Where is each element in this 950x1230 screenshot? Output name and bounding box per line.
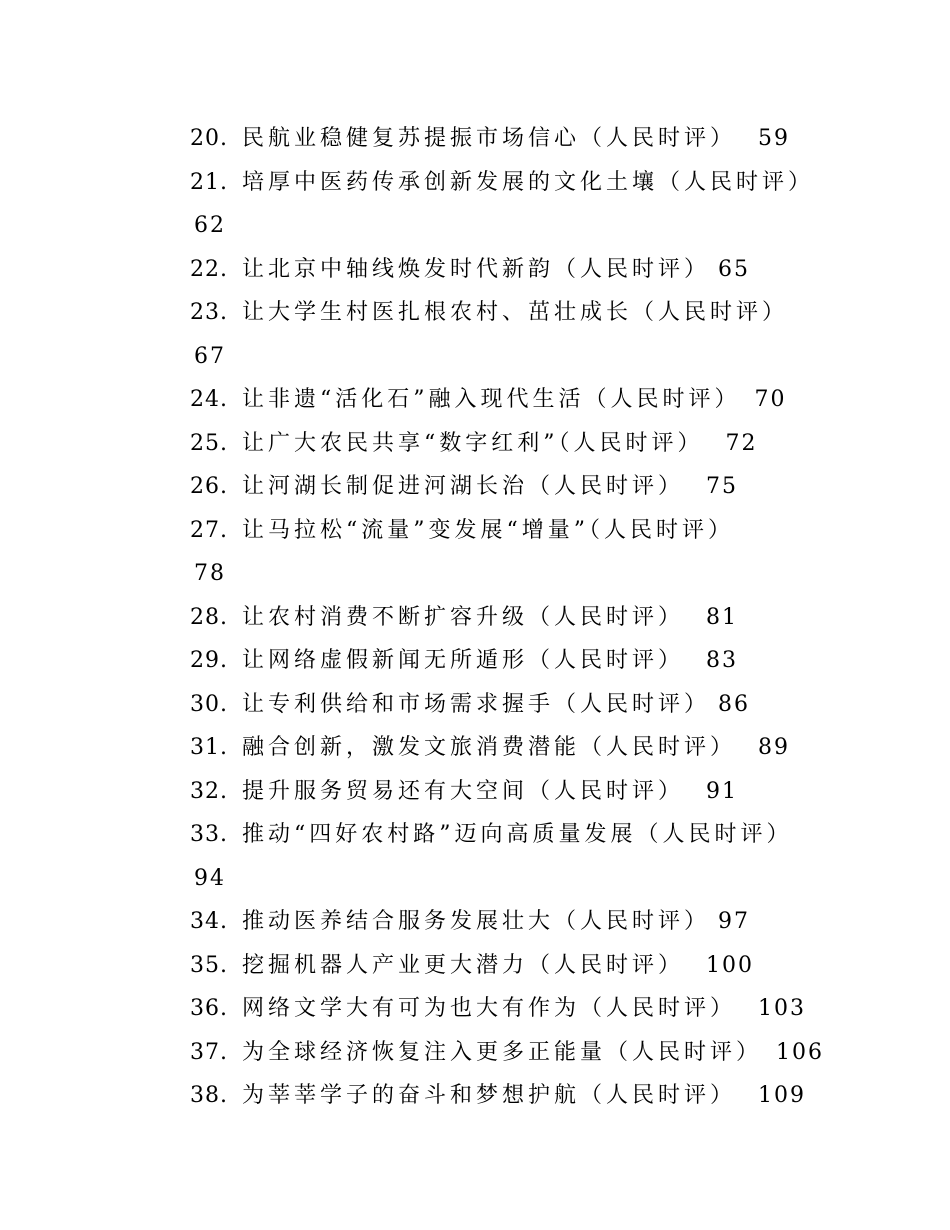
entry-number: 34.: [190, 909, 228, 934]
entry-page: 65: [718, 256, 751, 282]
table-of-contents: [190, 117, 830, 1118]
entry-title: 让马拉松“流量”变发展“增量”（人民时评）: [242, 517, 734, 543]
toc-entry-36[interactable]: [190, 987, 830, 1031]
entry-page: 78: [194, 561, 226, 586]
toc-entry-33[interactable]: [190, 813, 830, 857]
entry-title: 让广大农民共享“数字红利”（人民时评）: [242, 430, 704, 456]
toc-entry-24[interactable]: [190, 378, 830, 422]
toc-entry-33-page: [190, 857, 830, 901]
entry-title: 让北京中轴线焕发时代新韵（人民时评）: [242, 256, 711, 282]
entry-number: 32.: [190, 778, 228, 804]
entry-page: 109: [758, 1083, 807, 1108]
toc-entry-38[interactable]: [190, 1074, 830, 1118]
entry-page: 89: [758, 735, 791, 760]
toc-entry-23[interactable]: [190, 291, 830, 335]
entry-title: 让网络虚假新闻无所遁形（人民时评）: [242, 648, 685, 673]
entry-title: 让河湖长制促进河湖长治（人民时评）: [242, 474, 685, 499]
toc-entry-37[interactable]: [190, 1031, 830, 1075]
entry-title: 挖掘机器人产业更大潜力（人民时评）: [242, 952, 685, 978]
entry-title: 网络文学大有可为也大有作为（人民时评）: [242, 996, 737, 1021]
entry-title: 为莘莘学子的奋斗和梦想护航（人民时评）: [242, 1083, 737, 1108]
entry-number: 21.: [190, 169, 228, 195]
toc-entry-28[interactable]: [190, 596, 830, 640]
toc-entry-20[interactable]: [190, 117, 830, 161]
entry-page: 103: [758, 996, 807, 1021]
entry-number: 38.: [190, 1083, 228, 1108]
toc-entry-29[interactable]: [190, 639, 830, 683]
entry-page: 67: [194, 343, 226, 369]
entry-number: 27.: [190, 517, 228, 543]
entry-number: 33.: [190, 822, 228, 847]
entry-number: 20.: [190, 126, 228, 151]
entry-page: 83: [706, 648, 739, 673]
entry-title: 推动“四好农村路”迈向高质量发展（人民时评）: [242, 822, 793, 847]
entry-page: 75: [706, 474, 739, 499]
entry-page: 94: [194, 865, 226, 891]
entry-number: 37.: [190, 1039, 228, 1065]
entry-number: 25.: [190, 430, 228, 456]
entry-title: 让大学生村医扎根农村、茁壮成长（人民时评）: [242, 300, 789, 325]
toc-entry-30[interactable]: [190, 683, 830, 727]
entry-number: 35.: [190, 952, 228, 978]
entry-title: 让农村消费不断扩容升级（人民时评）: [242, 604, 685, 630]
toc-entry-31[interactable]: [190, 726, 830, 770]
entry-number: 28.: [190, 604, 228, 630]
toc-entry-25[interactable]: [190, 422, 830, 466]
entry-title: 推动医养结合服务发展壮大（人民时评）: [242, 909, 711, 934]
entry-number: 22.: [190, 256, 228, 282]
entry-title: 民航业稳健复苏提振市场信心（人民时评）: [242, 126, 737, 151]
entry-page: 59: [758, 126, 791, 151]
entry-number: 36.: [190, 996, 228, 1021]
toc-entry-34[interactable]: [190, 900, 830, 944]
entry-page: 97: [718, 909, 751, 934]
entry-page: 106: [776, 1039, 825, 1065]
entry-number: 30.: [190, 691, 228, 717]
entry-title: 融合创新，激发文旅消费潜能（人民时评）: [242, 735, 737, 760]
toc-entry-22[interactable]: [190, 248, 830, 292]
toc-entry-27[interactable]: [190, 509, 830, 553]
entry-number: 23.: [190, 300, 228, 325]
entry-title: 培厚中医药传承创新发展的文化土壤（人民时评）: [242, 169, 815, 195]
toc-entry-23-page: [190, 335, 830, 379]
toc-entry-27-page: [190, 552, 830, 596]
entry-page: 70: [754, 387, 787, 412]
entry-title: 为全球经济恢复注入更多正能量（人民时评）: [242, 1039, 763, 1065]
entry-page: 72: [725, 430, 758, 456]
entry-page: 91: [706, 778, 739, 804]
toc-entry-26[interactable]: [190, 465, 830, 509]
entry-title: 让非遗“活化石”融入现代生活（人民时评）: [242, 387, 741, 412]
toc-entry-32[interactable]: [190, 770, 830, 814]
entry-number: 31.: [190, 735, 228, 760]
entry-title: 让专利供给和市场需求握手（人民时评）: [242, 691, 711, 717]
entry-page: 86: [718, 691, 751, 717]
entry-page: 81: [706, 604, 739, 630]
toc-entry-21-page: [190, 204, 830, 248]
toc-entry-21[interactable]: [190, 161, 830, 205]
entry-number: 26.: [190, 474, 228, 499]
entry-number: 29.: [190, 648, 228, 673]
entry-number: 24.: [190, 387, 228, 412]
entry-title: 提升服务贸易还有大空间（人民时评）: [242, 778, 685, 804]
entry-page: 100: [706, 952, 755, 978]
toc-entry-35[interactable]: [190, 944, 830, 988]
entry-page: 62: [194, 213, 226, 238]
